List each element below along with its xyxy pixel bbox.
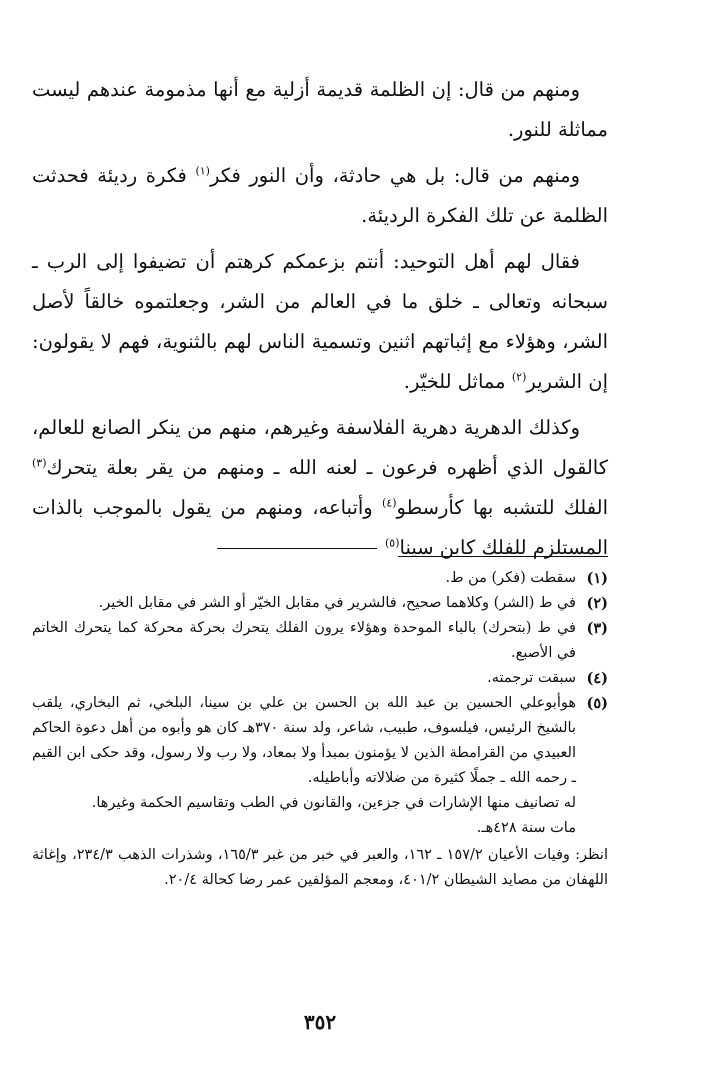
footnotes	[32, 566, 608, 893]
footnote-5-works: له تصانيف منها الإشارات في جزءين، والقانون في الطب وتقاسيم الحكمة وغيرها.	[91, 795, 576, 811]
footnote-1	[32, 566, 608, 591]
footnote-number: (٥)	[586, 695, 608, 712]
footnote-separator	[398, 556, 608, 557]
paragraph-3-end: مماثل للخيّر.	[403, 370, 512, 393]
footnote-5-bio: هوأبوعلي الحسين بن عبد الله بن الحسن بن علي بن سينا، البلخي، ثم البخاري، يلقب بالشيخ الرئيس، فيلسوف، طبيب، شاعر، ولد سنة ٣٧٠هـ كان هو وأبوه من أهل دعوة الحاكم العبيدي من القرامطة الذين لا يؤمنون بمبدأ ولا بمعاد، ولا رب ولا رسول، وقد حكى ابن القيم ـ رحمه الله ـ جملًا كثيرة من ضلالاته وأباطيله.	[32, 695, 576, 786]
page-number: ٣٥٢	[303, 1010, 337, 1034]
footnote-5	[32, 691, 608, 841]
footnote-ref-3[interactable]: (٣)	[32, 456, 47, 470]
paragraph-2-start: ومنهم من قال: بل هي حادثة، وأن النور فكر	[209, 164, 581, 187]
paragraph-2	[32, 156, 608, 236]
footnote-ref-4[interactable]: (٤)	[382, 496, 397, 510]
paragraph-4-part-2: الفلك للتشبه بها كأرسطو	[396, 496, 608, 519]
paragraph-4-part-1: وكذلك الدهرية دهرية الفلاسفة وغيرهم، منهم من ينكر الصانع للعالم، كالقول الذي أظهره فرعون ـ لعنه الله ـ ومنهم من يقر بعلة يتحرك	[32, 416, 608, 479]
paragraph-4	[32, 408, 608, 568]
paragraph-3-start: فقال لهم أهل التوحيد: أنتم بزعمكم كرهتم أن تضيفوا إلى الرب ـ سبحانه وتعالى ـ خلق ما في العالم من الشر، وجعلتموه خالقاً لأصل الشر، وهؤلاء مع إثباتهم اثنين وتسمية الناس لهم بالثنوية، فهم لا يقولون: إن الشرير	[32, 250, 608, 393]
footnote-text: في ط (الشر) وكلاهما صحيح، فالشرير في مقابل الخيّر أو الشر في مقابل الخير.	[98, 595, 576, 611]
footnote-2	[32, 591, 608, 616]
footnote-number: (٣)	[586, 620, 608, 637]
footnote-number: (١)	[586, 570, 608, 587]
paragraph-2-end: فكرة رديئة فحدثت الظلمة عن تلك الفكرة الرديئة.	[32, 164, 608, 227]
footnote-ref-5[interactable]: (٥)	[384, 536, 400, 550]
footnote-text	[32, 691, 576, 841]
paragraph-4-part-3: وأتباعه، ومنهم من يقول بالموجب بالذات المستلزم للفلك كابن سينا	[32, 496, 608, 559]
footnote-ref-2[interactable]: (٢)	[511, 370, 527, 384]
main-text	[32, 70, 608, 568]
footnote-number: (٢)	[586, 595, 608, 612]
paragraph-3	[32, 242, 608, 402]
footnote-text: سبقت ترجمته.	[487, 670, 576, 686]
footnote-references: انظر: وفيات الأعيان ١٥٧/٢ ـ ١٦٢، والعبر في خبر من غبر ١٦٥/٣، وشذرات الذهب ٢٣٤/٣، وإغاثة اللهفان من مصايد الشيطان ٤٠١/٢، ومعجم المؤلفين عمر رضا كحالة ٢٠/٤.	[32, 847, 608, 888]
footnote-text: سقطت (فكر) من ط.	[445, 570, 576, 586]
footnote-text: في ط (بتحرك) بالباء الموحدة وهؤلاء يرون الفلك يتحرك بحركة محركة كما يتحرك الخاتم في الأصبع.	[32, 620, 576, 661]
paragraph-1: ومنهم من قال: إن الظلمة قديمة أزلية مع أنها مذمومة عندهم ليست مماثلة للنور.	[32, 78, 608, 141]
footnote-3	[32, 616, 608, 666]
footnote-number: (٤)	[586, 670, 608, 687]
footnote-4	[32, 666, 608, 691]
footnote-5-death: مات سنة ٤٢٨هـ.	[476, 820, 576, 836]
continuation-line	[217, 548, 377, 549]
footnote-ref-1[interactable]: (١)	[195, 164, 210, 178]
